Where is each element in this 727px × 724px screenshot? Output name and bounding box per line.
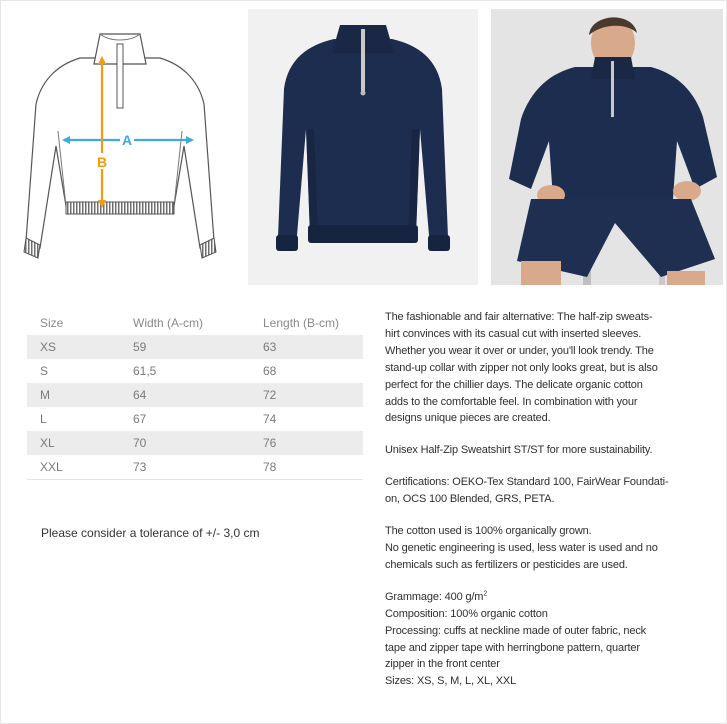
cell-width: 64 — [120, 383, 250, 407]
cell-width: 61,5 — [120, 359, 250, 383]
table-row — [27, 383, 363, 407]
size-table — [27, 311, 363, 480]
text-line: chemicals such as fertilizers or pesticides are used. — [385, 558, 628, 571]
cell-width: 73 — [120, 455, 250, 480]
text-line: adds to the comfortable feel. In combination with your — [385, 395, 638, 408]
product-photo — [248, 9, 478, 285]
text-line: perfect for the chillier days. The delicate organic cotton — [385, 378, 643, 391]
text-line: tape and zipper tape with herringbone pattern, quarter — [385, 641, 640, 654]
text-line: Processing: cuffs at neckline made of outer fabric, neck — [385, 624, 647, 637]
intro-paragraph — [385, 309, 685, 427]
table-row — [27, 335, 363, 359]
cell-length: 68 — [250, 359, 363, 383]
grammage — [385, 589, 685, 606]
text-line: No genetic engineering is used, less water is used and no — [385, 541, 658, 554]
sizes: Sizes: XS, S, M, L, XL, XXL — [385, 675, 517, 688]
certifications — [385, 474, 685, 508]
text-line: The cotton used is 100% organically grown. — [385, 525, 592, 538]
cell-size: L — [27, 407, 120, 431]
product-name — [385, 442, 685, 459]
header-length: Length (B-cm) — [263, 316, 340, 330]
text-line: zipper in the front center — [385, 658, 500, 671]
cell-width: 70 — [120, 431, 250, 455]
width-label-a: A — [121, 132, 133, 148]
cell-width: 67 — [120, 407, 250, 431]
text-line: Whether you wear it over or under, you'll look trendy. The — [385, 344, 654, 357]
cell-length: 76 — [250, 431, 363, 455]
grammage-text: Grammage: 400 g/m — [385, 590, 484, 603]
cell-length: 78 — [250, 455, 363, 480]
table-header-row — [27, 311, 363, 335]
cell-size: XXL — [27, 455, 120, 480]
table-row — [27, 407, 363, 431]
tolerance-note: Please consider a tolerance of +/- 3,0 cm — [41, 526, 260, 540]
cell-length: 72 — [250, 383, 363, 407]
text-line: on, OCS 100 Blended, GRS, PETA. — [385, 493, 555, 506]
size-diagram-image — [22, 16, 234, 278]
composition: Composition: 100% organic cotton — [385, 607, 548, 620]
text-line: The fashionable and fair alternative: The half-zip sweats- — [385, 311, 653, 323]
cell-size: S — [27, 359, 120, 383]
product-description — [385, 309, 685, 705]
cell-size: M — [27, 383, 120, 407]
text-line: stand-up collar with zipper not only looks great, but is also — [385, 361, 658, 374]
cell-length: 74 — [250, 407, 363, 431]
header-width: Width (A-cm) — [133, 316, 203, 330]
table-row — [27, 359, 363, 383]
specs-paragraph — [385, 589, 685, 690]
cell-size: XL — [27, 431, 120, 455]
text-line: Unisex Half-Zip Sweatshirt ST/ST for more sustainability. — [385, 444, 653, 457]
cell-length: 63 — [250, 335, 363, 359]
text-line: designs unique pieces are created. — [385, 412, 551, 425]
model-photo — [491, 9, 723, 285]
text-line: hirt convinces with its casual cut with inserted sleeves. — [385, 327, 642, 340]
cotton-paragraph — [385, 523, 685, 574]
text-line: Certifications: OEKO-Tex Standard 100, FairWear Foundati- — [385, 476, 669, 489]
header-size: Size — [40, 316, 64, 330]
grammage-sup: 2 — [483, 590, 488, 598]
cell-size: XS — [27, 335, 120, 359]
cell-width: 59 — [120, 335, 250, 359]
length-label-b: B — [96, 154, 108, 170]
table-row — [27, 431, 363, 455]
table-row — [27, 455, 363, 480]
